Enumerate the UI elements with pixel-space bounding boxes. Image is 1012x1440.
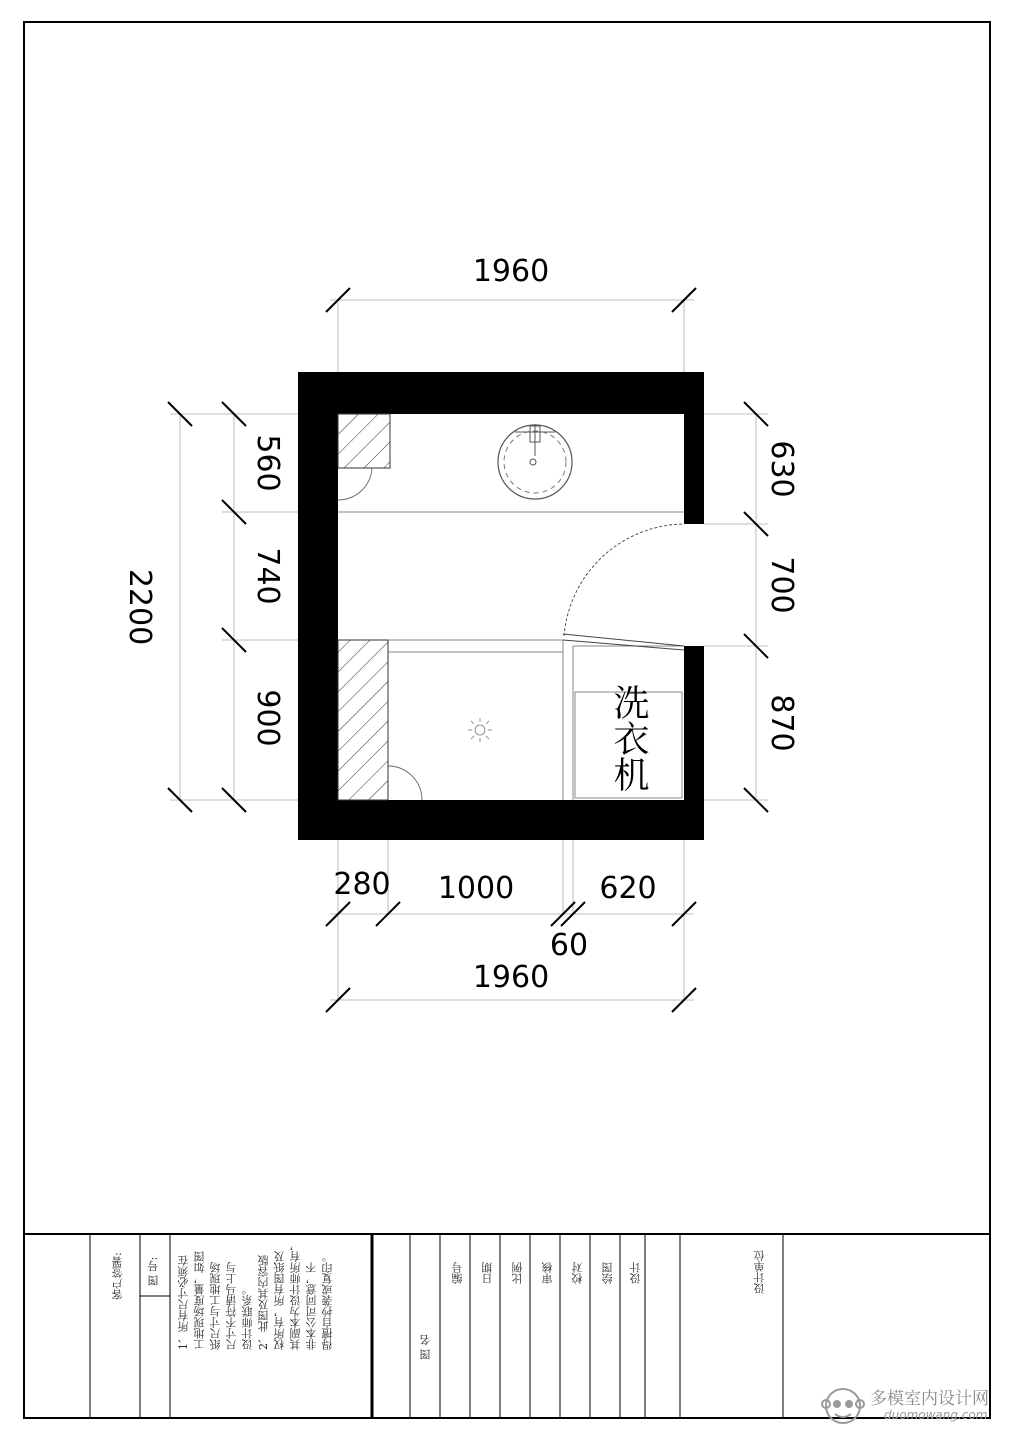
dim-right-seg-1: 630 (764, 440, 799, 498)
dim-left-seg-3: 900 (250, 689, 285, 747)
shaft-door-arc-upper (338, 468, 372, 500)
field-date: 日期 (481, 1262, 494, 1284)
field-design: 设计 (629, 1262, 642, 1284)
dim-left-seg-1: 560 (250, 434, 285, 492)
wall-bottom (298, 800, 704, 840)
field-check: 校对 (571, 1262, 584, 1284)
wall-right-upper (684, 372, 704, 524)
floor-drain (468, 718, 492, 742)
client-sign-label: 客户签署: (111, 1252, 124, 1300)
entry-door (563, 524, 684, 650)
wall-left (298, 372, 338, 840)
watermark (820, 1382, 1005, 1430)
dim-left-total: 2200 (122, 568, 157, 646)
wall-top (298, 372, 704, 414)
washer-label: 洗衣机 (608, 684, 649, 792)
monkey-logo-icon (820, 1382, 866, 1428)
field-scale: 比例 (511, 1262, 524, 1284)
notes-text: 1、所有尺寸必须在 工地现场度量，如图 纸尺寸与工地现场 尺寸不符请马上与 设计师联系。 2、此图及其内容版 权所有，所有图纸及 其副本为设计师所有， 非本公司同意，不 得擅自抄袭或复印。 (177, 1240, 334, 1350)
shaft-door-arc-lower (388, 766, 422, 800)
dim-bottom-seg-3: 60 (549, 928, 589, 963)
design-unit-label: 设计单位 (753, 1250, 766, 1294)
field-number: 编号 (451, 1262, 464, 1284)
sheet-border (24, 22, 990, 1234)
watermark-en: duomowang.com (884, 1408, 988, 1422)
wash-basin (498, 424, 572, 499)
pipe-shaft-upper (338, 414, 390, 468)
wall-right-lower (684, 646, 704, 840)
drawing-name-label: 图 名 (419, 1334, 432, 1360)
pipe-shaft-lower (338, 640, 388, 800)
dim-right-seg-3: 870 (764, 694, 799, 752)
dim-bottom-seg-4: 620 (599, 871, 657, 906)
field-review: 审核 (541, 1262, 554, 1284)
drawing-no-label: 图 号: (147, 1256, 160, 1286)
watermark-cn: 多模室内设计网 (870, 1389, 989, 1409)
dim-bottom-seg-1: 280 (333, 867, 391, 902)
dim-bottom-total: 1960 (472, 960, 550, 995)
dim-right-seg-2: 700 (764, 556, 799, 614)
dim-left-seg-2: 740 (250, 547, 285, 605)
dim-bottom-seg-2: 1000 (437, 871, 515, 906)
dim-top-total: 1960 (472, 254, 550, 289)
field-drawing: 绘图 (601, 1262, 614, 1284)
